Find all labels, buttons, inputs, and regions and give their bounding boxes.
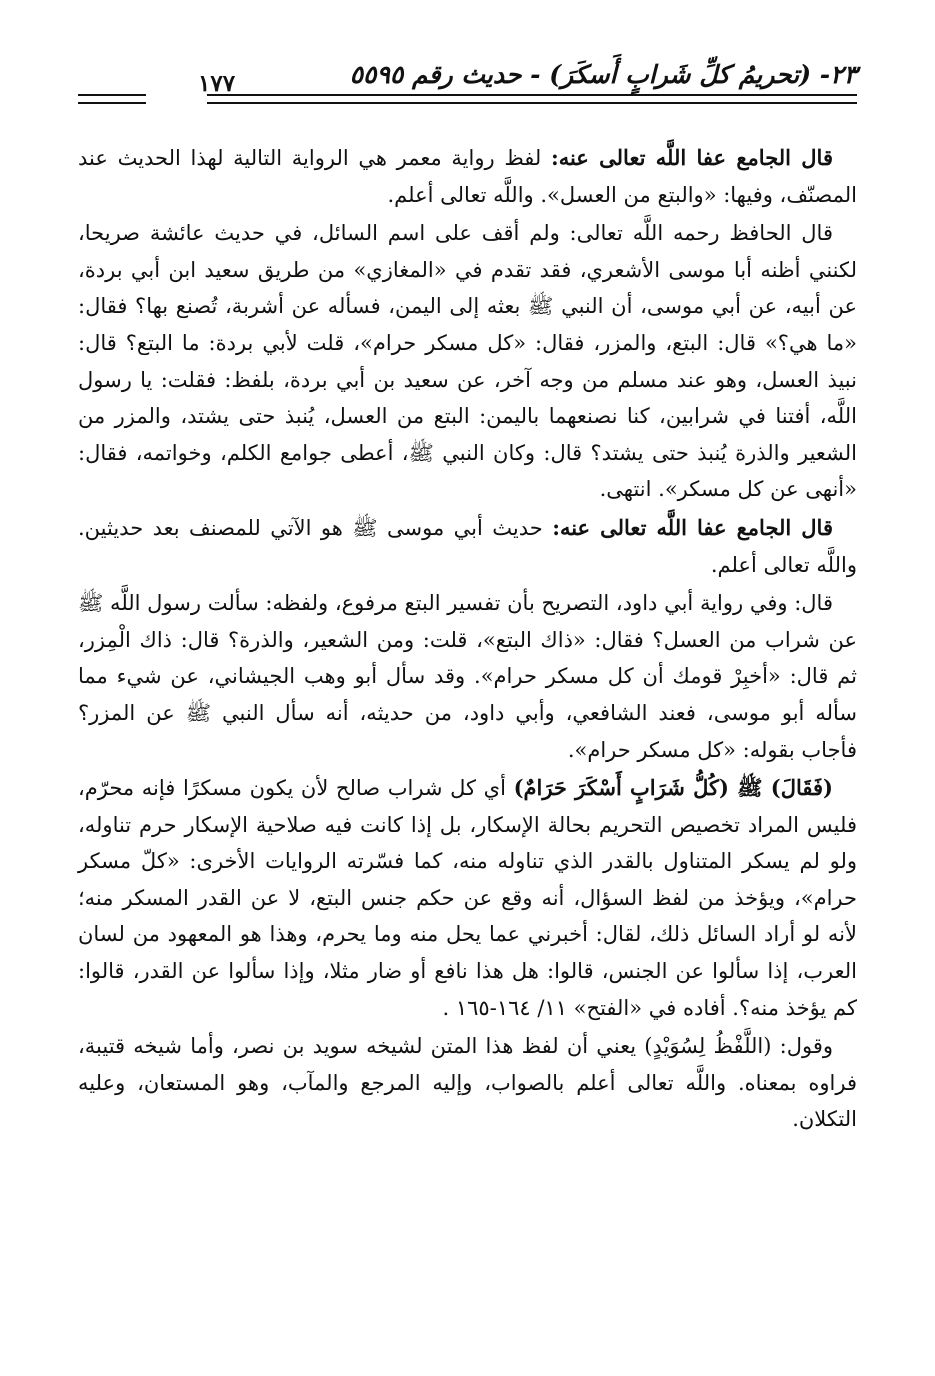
paragraph-4 [78,585,857,768]
paragraph-text: قال: وفي رواية أبي داود، التصريح بأن تفسير البتع مرفوع، ولفظه: سألت رسول اللَّه ﷺ عن شراب من العسل؟ فقال: «ذاك البتع»، قلت: ومن الشعير، والذرة؟ قال: ذاك الْمِزر، ثم قال: «أخبِرْ قومك أن كل مسكر حرام». وقد سأل أبو وهب الجيشاني، عن شيء مما سأله أبو موسى، فعند الشافعي، وأبي داود، من حديثه، أنه سأل النبي ﷺ عن المزر؟ فأجاب بقوله: «كل مسكر حرام». [78,591,857,762]
paragraph-lead: قال الجامع عفا اللَّه تعالى عنه: [550,145,833,170]
chapter-title: ٢٣- (تحريمُ كلِّ شَرابٍ أَسكَرَ) - حديث رقم ٥٥٩٥ [349,60,857,89]
paragraph-1 [78,140,857,213]
paragraph-text: قال الحافظ رحمه اللَّه تعالى: ولم أقف على اسم السائل، في حديث عائشة صريحا، لكنني أظنه أبا موسى الأشعري، فقد تقدم في «المغازي» من طريق سعيد ابن أبي بردة، عن أبيه، عن أبي موسى، أن النبي ﷺ بعثه إلى اليمن، فسأله عن أشربة، تُصنع بها؟ فقال: «ما هي؟» قال: البتع، والمزر، فقال: «كل مسكر حرام»، قلت لأبي بردة: ما البتع؟ قال: نبيذ العسل، وهو عند مسلم من وجه آخر، عن سعيد بن أبي بردة، بلفظ: فقلت: يا رسول اللَّه، أفتنا في شرابين، كنا نصنعهما باليمن: البتع من العسل، يُنبذ حتى يشتد، والمزر من الشعير والذرة يُنبذ حتى يشتد؟ قال: وكان النبي ﷺ، أعطى جوامع الكلم، وخواتمه، فقال: «أنهى عن كل مسكر». انتهى. [78,221,857,502]
double-rule-left [78,94,146,104]
paragraph-lead: (فَقَالَ) ﷺ (كُلُّ شَرَابٍ أَسْكَرَ حَرَامٌ) [513,775,833,801]
page-body [78,140,857,1138]
double-rule-right [207,94,857,104]
paragraph-text: وقول: (اللَّفْظُ لِسُوَيْدٍ) يعني أن لفظ هذا المتن لشيخه سويد بن نصر، وأما شيخه قتيبة، فراوه بمعناه. واللَّه تعالى أعلم بالصواب، وإليه المرجع والمآب، وهو المستعان، وعليه التكلان. [78,1034,857,1132]
paragraph-3 [78,510,857,583]
paragraph-text: أي كل شراب صالح لأن يكون مسكرًا فإنه محرّم، فليس المراد تخصيص التحريم بحالة الإسكار، بل إذا كانت فيه صلاحية الإسكار حرم تناوله، ولو لم يسكر المتناول بالقدر الذي تناوله منه، كما فسّرته الروايات الأخرى: «كلّ مسكر حرام»، ويؤخذ من لفظ السؤال، أنه وقع عن حكم جنس البتع، لا عن القدر المسكر منه؛ لأنه لو أراد السائل ذلك، لقال: أخبرني عما يحل منه وما يحرم، وهذا هو المعهود من لسان العرب، إذا سألوا عن الجنس، قالوا: هل هذا نافع أو ضار مثلا، وإذا سألوا عن القدر، قالوا: كم يؤخذ منه؟. أفاده في «الفتح» ١١/ ١٦٤-١٦٥ . [78,776,857,1020]
paragraph-text: لفظ رواية معمر هي الرواية التالية لهذا الحديث عند المصنّف، وفيها: «والبتع من العسل». واللَّه تعالى أعلم. [78,146,857,207]
paragraph-5 [78,770,857,1026]
paragraph-text: حديث أبي موسى ﷺ هو الآتي للمصنف بعد حديثين. واللَّه تعالى أعلم. [78,515,857,577]
paragraph-2 [78,215,857,508]
page-number: ١٧٧ [198,70,236,97]
paragraph-6 [78,1028,857,1138]
paragraph-lead: قال الجامع عفا اللَّه تعالى عنه: [552,514,833,540]
